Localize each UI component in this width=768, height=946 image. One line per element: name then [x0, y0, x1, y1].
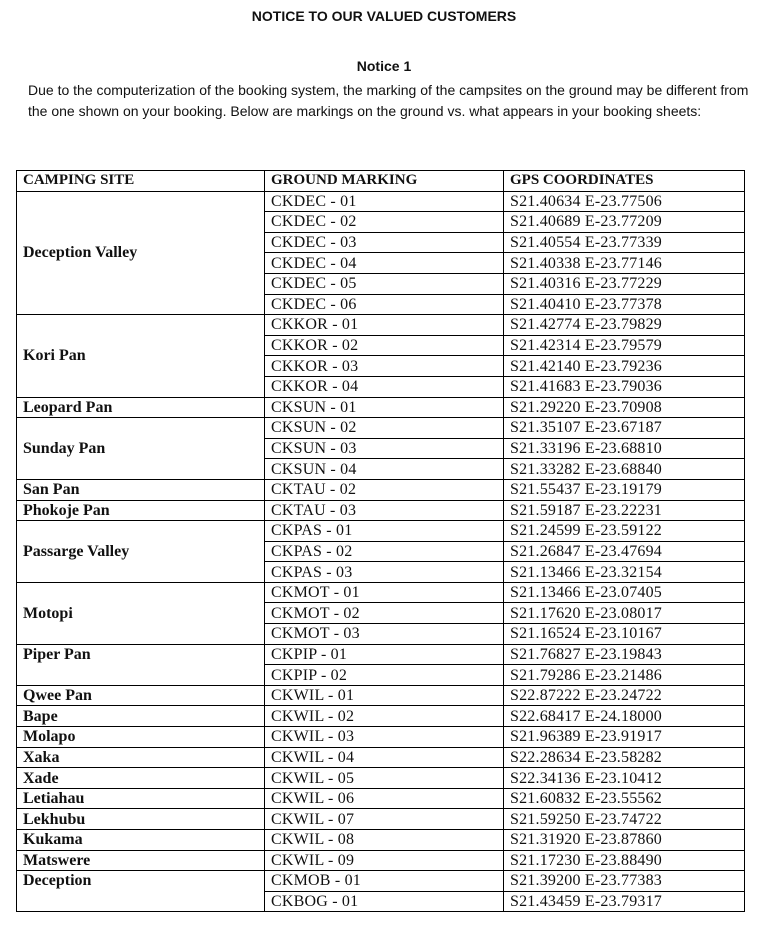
header-ground-marking: GROUND MARKING [265, 171, 504, 192]
notice-body: Due to the computerization of the booking system, the marking of the campsites on the ground may be different from the one shown on your booking. Below are markings on the ground vs. what appears in your booking sheets: [28, 82, 749, 119]
gps-coordinates-cell: S21.42774 E-23.79829 [504, 315, 745, 336]
gps-coordinates-cell: S21.33282 E-23.68840 [504, 459, 745, 480]
gps-coordinates-cell: S21.40410 E-23.77378 [504, 294, 745, 315]
gps-coordinates-cell: S21.60832 E-23.55562 [504, 788, 745, 809]
table-row [17, 582, 745, 603]
table-row [17, 747, 745, 768]
gps-coordinates-cell: S22.34136 E-23.10412 [504, 768, 745, 789]
gps-coordinates-cell: S21.42314 E-23.79579 [504, 335, 745, 356]
gps-coordinates-cell: S21.13466 E-23.07405 [504, 582, 745, 603]
table-row [17, 418, 745, 439]
gps-coordinates-cell: S21.41683 E-23.79036 [504, 376, 745, 397]
ground-marking-cell: CKDEC - 06 [265, 294, 504, 315]
ground-marking-cell: CKWIL - 04 [265, 747, 504, 768]
camping-site-cell: San Pan [17, 479, 265, 500]
ground-marking-cell: CKSUN - 02 [265, 418, 504, 439]
gps-coordinates-cell: S21.24599 E-23.59122 [504, 521, 745, 542]
table-row [17, 871, 745, 892]
ground-marking-cell: CKPIP - 01 [265, 644, 504, 665]
gps-coordinates-cell: S21.43459 E-23.79317 [504, 891, 745, 912]
camping-site-cell: Xaka [17, 747, 265, 768]
table-row [17, 850, 745, 871]
gps-coordinates-cell: S21.59187 E-23.22231 [504, 500, 745, 521]
gps-coordinates-cell: S22.87222 E-23.24722 [504, 685, 745, 706]
gps-coordinates-cell: S21.40554 E-23.77339 [504, 232, 745, 253]
ground-marking-cell: CKDEC - 01 [265, 191, 504, 212]
gps-coordinates-cell: S21.26847 E-23.47694 [504, 541, 745, 562]
gps-coordinates-cell: S22.28634 E-23.58282 [504, 747, 745, 768]
table-row [17, 644, 745, 665]
ground-marking-cell: CKWIL - 08 [265, 830, 504, 851]
ground-marking-cell: CKMOT - 03 [265, 624, 504, 645]
page-title: NOTICE TO OUR VALUED CUSTOMERS [251, 8, 517, 24]
ground-marking-cell: CKWIL - 06 [265, 788, 504, 809]
gps-coordinates-cell: S21.17230 E-23.88490 [504, 850, 745, 871]
ground-marking-cell: CKBOG - 01 [265, 891, 504, 912]
ground-marking-cell: CKWIL - 05 [265, 768, 504, 789]
camping-site-cell: Qwee Pan [17, 685, 265, 706]
ground-marking-cell: CKDEC - 05 [265, 273, 504, 294]
gps-coordinates-cell: S21.35107 E-23.67187 [504, 418, 745, 439]
ground-marking-cell: CKWIL - 07 [265, 809, 504, 830]
ground-marking-cell: CKMOT - 02 [265, 603, 504, 624]
header-gps-coordinates: GPS COORDINATES [504, 171, 745, 192]
table-row [17, 830, 745, 851]
gps-coordinates-cell: S21.13466 E-23.32154 [504, 562, 745, 583]
gps-coordinates-cell: S21.40316 E-23.77229 [504, 273, 745, 294]
gps-coordinates-cell: S21.76827 E-23.19843 [504, 644, 745, 665]
gps-coordinates-cell: S21.42140 E-23.79236 [504, 356, 745, 377]
camping-site-cell: Sunday Pan [17, 418, 265, 480]
camping-site-cell: Kukama [17, 830, 265, 851]
ground-marking-cell: CKKOR - 01 [265, 315, 504, 336]
ground-marking-cell: CKKOR - 04 [265, 376, 504, 397]
ground-marking-cell: CKPAS - 01 [265, 521, 504, 542]
gps-coordinates-cell: S21.29220 E-23.70908 [504, 397, 745, 418]
ground-marking-cell: CKMOT - 01 [265, 582, 504, 603]
table-row [17, 685, 745, 706]
table-row [17, 500, 745, 521]
gps-coordinates-cell: S21.40689 E-23.77209 [504, 212, 745, 233]
ground-marking-cell: CKTAU - 02 [265, 479, 504, 500]
table-row [17, 727, 745, 748]
ground-marking-cell: CKTAU - 03 [265, 500, 504, 521]
camping-site-cell: Bape [17, 706, 265, 727]
ground-marking-cell: CKWIL - 09 [265, 850, 504, 871]
ground-marking-cell: CKDEC - 04 [265, 253, 504, 274]
table-header-row [17, 171, 745, 192]
gps-coordinates-cell: S21.31920 E-23.87860 [504, 830, 745, 851]
gps-coordinates-cell: S21.55437 E-23.19179 [504, 479, 745, 500]
table-row [17, 191, 745, 212]
gps-coordinates-cell: S21.16524 E-23.10167 [504, 624, 745, 645]
gps-coordinates-cell: S21.39200 E-23.77383 [504, 871, 745, 892]
camping-site-cell: Matswere [17, 850, 265, 871]
camping-site-cell: Deception Valley [17, 191, 265, 315]
gps-coordinates-cell: S21.79286 E-23.21486 [504, 665, 745, 686]
camping-site-cell: Kori Pan [17, 315, 265, 397]
ground-marking-cell: CKDEC - 03 [265, 232, 504, 253]
table-row [17, 521, 745, 542]
table-row [17, 809, 745, 830]
table-row [17, 479, 745, 500]
ground-marking-cell: CKKOR - 03 [265, 356, 504, 377]
camping-site-cell: Deception [17, 871, 265, 912]
ground-marking-cell: CKPAS - 03 [265, 562, 504, 583]
gps-coordinates-cell: S21.59250 E-23.74722 [504, 809, 745, 830]
camping-site-cell: Motopi [17, 582, 265, 644]
gps-coordinates-cell: S21.33196 E-23.68810 [504, 438, 745, 459]
gps-coordinates-cell: S22.68417 E-24.18000 [504, 706, 745, 727]
table-row [17, 315, 745, 336]
ground-marking-cell: CKPAS - 02 [265, 541, 504, 562]
camping-site-cell: Lekhubu [17, 809, 265, 830]
camping-site-cell: Passarge Valley [17, 521, 265, 583]
ground-marking-cell: CKSUN - 04 [265, 459, 504, 480]
table-row [17, 397, 745, 418]
camping-site-cell: Piper Pan [17, 644, 265, 685]
table-row [17, 788, 745, 809]
camping-site-cell: Phokoje Pan [17, 500, 265, 521]
table-row [17, 768, 745, 789]
campsite-table [16, 170, 745, 912]
gps-coordinates-cell: S21.40634 E-23.77506 [504, 191, 745, 212]
ground-marking-cell: CKSUN - 01 [265, 397, 504, 418]
ground-marking-cell: CKSUN - 03 [265, 438, 504, 459]
gps-coordinates-cell: S21.40338 E-23.77146 [504, 253, 745, 274]
camping-site-cell: Molapo [17, 727, 265, 748]
camping-site-cell: Xade [17, 768, 265, 789]
ground-marking-cell: CKWIL - 03 [265, 727, 504, 748]
ground-marking-cell: CKPIP - 02 [265, 665, 504, 686]
header-camping-site: CAMPING SITE [17, 171, 265, 192]
notice-heading: Notice 1 [356, 58, 412, 74]
camping-site-cell: Letiahau [17, 788, 265, 809]
table-body [17, 191, 745, 912]
camping-site-cell: Leopard Pan [17, 397, 265, 418]
ground-marking-cell: CKWIL - 02 [265, 706, 504, 727]
ground-marking-cell: CKDEC - 02 [265, 212, 504, 233]
ground-marking-cell: CKKOR - 02 [265, 335, 504, 356]
gps-coordinates-cell: S21.17620 E-23.08017 [504, 603, 745, 624]
ground-marking-cell: CKWIL - 01 [265, 685, 504, 706]
gps-coordinates-cell: S21.96389 E-23.91917 [504, 727, 745, 748]
table-row [17, 706, 745, 727]
ground-marking-cell: CKMOB - 01 [265, 871, 504, 892]
